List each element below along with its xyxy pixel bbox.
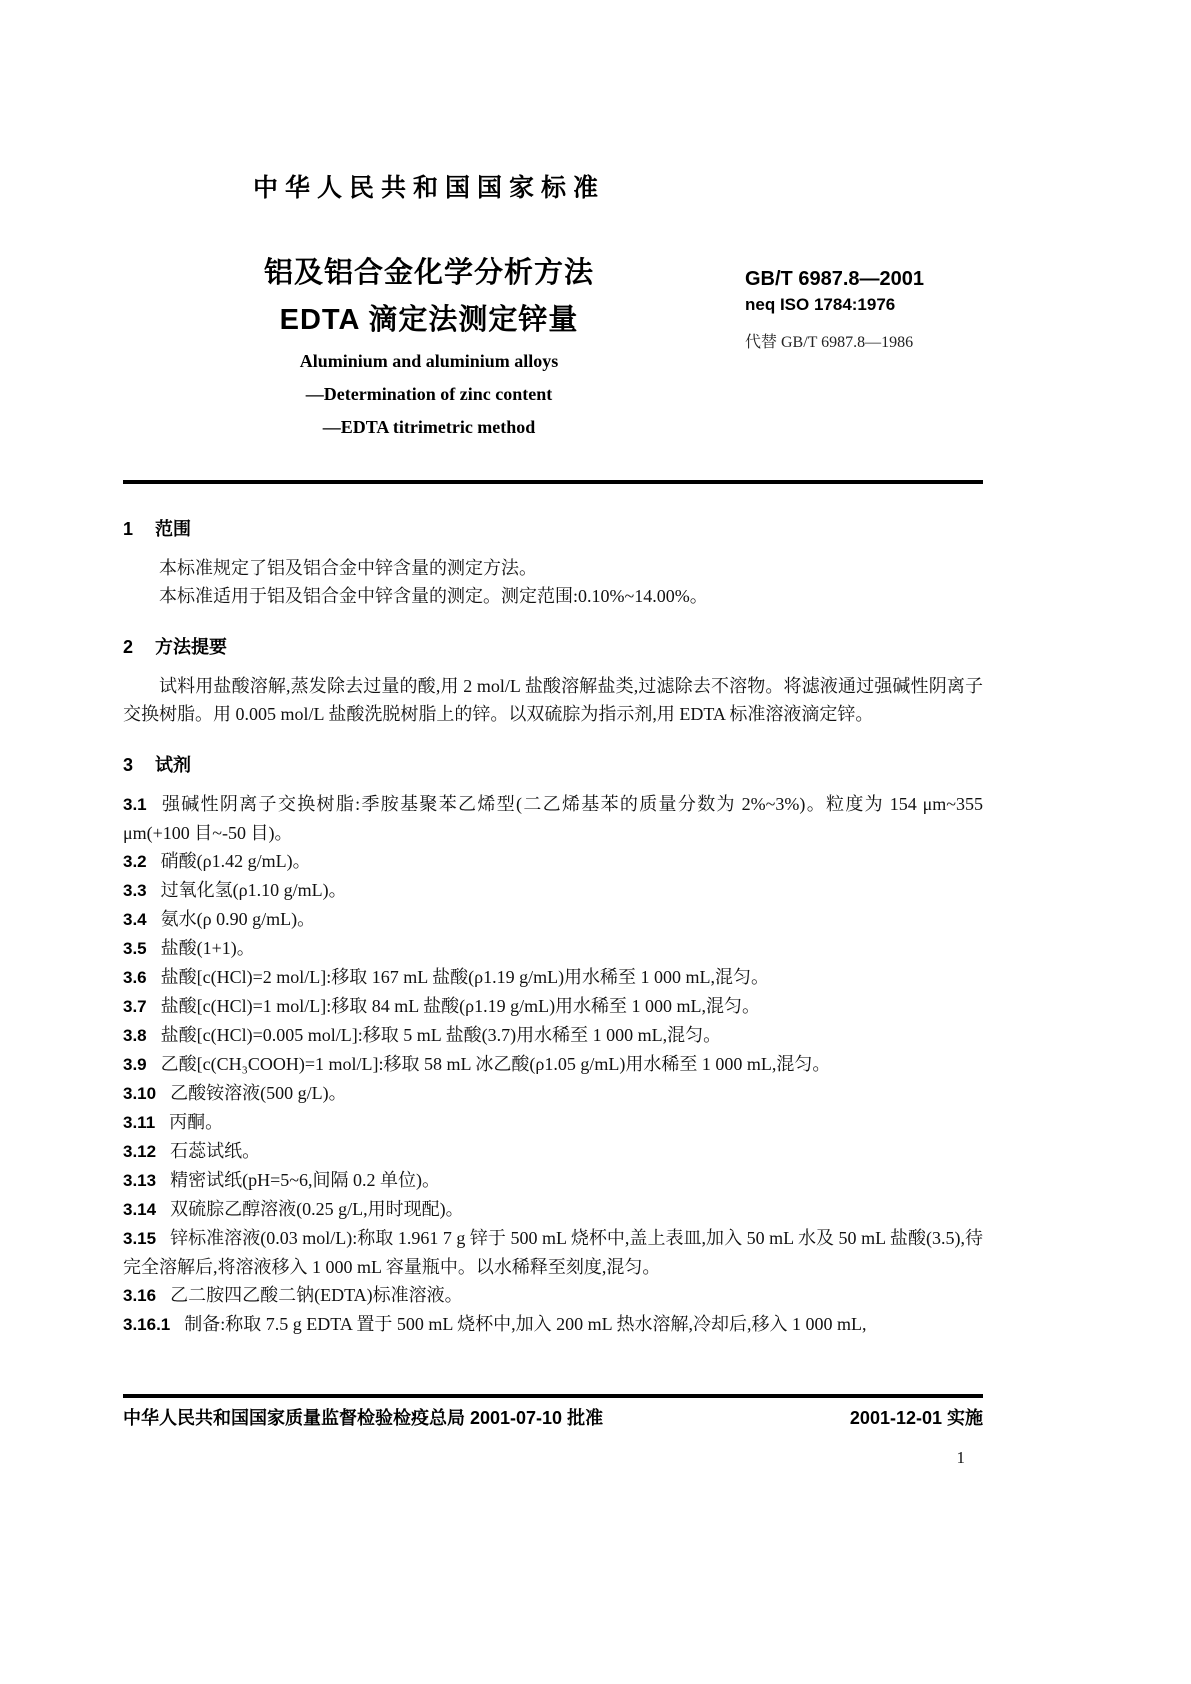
title-cn-line2: EDTA 滴定法测定锌量 xyxy=(279,304,579,336)
section-title: 范围 xyxy=(155,519,192,539)
clause-text: 锌标准溶液(0.03 mol/L):称取 1.961 7 g 锌于 500 mL 烧杯中,盖上表皿,加入 50 mL 水及 50 mL 盐酸(3.5),待完全溶解后,将溶液移入 1 000 mL 容量瓶中。以水稀释至刻度,混匀。 xyxy=(123,1228,983,1277)
clause-text: 丙酮。 xyxy=(169,1112,224,1132)
reagent-item xyxy=(123,1108,983,1137)
reagent-item xyxy=(123,847,983,876)
reagent-item xyxy=(123,1021,983,1050)
clause-text: 乙酸铵溶液(500 g/L)。 xyxy=(170,1083,347,1103)
clause-number: 3.8 xyxy=(123,1026,147,1045)
clause-number: 3.16.1 xyxy=(123,1315,171,1334)
clause-text: 双硫腙乙醇溶液(0.25 g/L,用时现配)。 xyxy=(170,1199,464,1219)
clause-text: 盐酸(1+1)。 xyxy=(160,938,255,958)
clause-number: 3.7 xyxy=(123,997,147,1016)
reagent-item xyxy=(123,1310,983,1339)
clause-text: 精密试纸(pH=5~6,间隔 0.2 单位)。 xyxy=(170,1170,440,1190)
header-rule xyxy=(123,480,983,484)
clause-text: 乙酸[c(CH₃COOH)=1 mol/L]:移取 58 mL 冰乙酸(ρ1.05 g/mL)用水稀至 1 000 mL,混匀。 xyxy=(160,1054,831,1074)
reagent-item xyxy=(123,1137,983,1166)
standard-number: GB/T 6987.8—2001 xyxy=(745,268,924,290)
section-heading-scope xyxy=(123,518,983,540)
section-title: 试剂 xyxy=(155,755,192,775)
clause-text: 制备:称取 7.5 g EDTA 置于 500 mL 烧杯中,加入 200 mL 热水溶解,冷却后,移入 1 000 mL, xyxy=(184,1314,867,1334)
clause-number: 3.6 xyxy=(123,968,147,987)
reagent-item xyxy=(123,963,983,992)
title-en-line2: —Determination of zinc content xyxy=(305,384,553,404)
standard-number-block xyxy=(745,268,995,352)
clause-text: 盐酸[c(HCl)=0.005 mol/L]:移取 5 mL 盐酸(3.7)用水稀至 1 000 mL,混匀。 xyxy=(160,1025,722,1045)
section-heading-reagents xyxy=(123,754,983,776)
clause-number: 3.3 xyxy=(123,881,147,900)
footer-rule xyxy=(123,1394,983,1398)
page-number: 1 xyxy=(956,1448,965,1467)
method-paragraph: 试料用盐酸溶解,蒸发除去过量的酸,用 2 mol/L 盐酸溶解盐类,过滤除去不溶物。将滤液通过强碱性阴离子交换树脂。用 0.005 mol/L 盐酸洗脱树脂上的锌。以双硫腙为指示剂,用 EDTA 标准溶液滴定锌。 xyxy=(123,676,983,724)
reagent-item xyxy=(123,992,983,1021)
reagent-item xyxy=(123,1224,983,1281)
title-en-line3: —EDTA titrimetric method xyxy=(322,417,536,437)
scope-paragraph: 本标准规定了铝及铝合金中锌含量的测定方法。 xyxy=(159,558,537,578)
reagent-item xyxy=(123,1195,983,1224)
clause-number: 3.10 xyxy=(123,1084,157,1103)
approval-notice: 中华人民共和国国家质量监督检验检疫总局 2001-07-10 批准 xyxy=(123,1408,604,1428)
replaces-note: 代替 GB/T 6987.8—1986 xyxy=(745,334,914,351)
clause-number: 3.14 xyxy=(123,1200,157,1219)
clause-number: 3.9 xyxy=(123,1055,147,1074)
reagent-item xyxy=(123,876,983,905)
section-title: 方法提要 xyxy=(155,637,228,657)
clause-number: 3.16 xyxy=(123,1286,157,1305)
clause-number: 3.13 xyxy=(123,1171,157,1190)
document-body xyxy=(123,518,983,1339)
section-heading-method xyxy=(123,636,983,658)
clause-text: 过氧化氢(ρ1.10 g/mL)。 xyxy=(160,880,347,900)
implementation-date: 2001-12-01 实施 xyxy=(849,1408,983,1428)
clause-text: 强碱性阴离子交换树脂:季胺基聚苯乙烯型(二乙烯基苯的质量分数为 2%~3%)。粒度为 154 μm~355 μm(+100 目~-50 目)。 xyxy=(123,794,983,843)
clause-text: 硝酸(ρ1.42 g/mL)。 xyxy=(160,851,311,871)
clause-number: 3.15 xyxy=(123,1229,157,1248)
scope-paragraph: 本标准适用于铝及铝合金中锌含量的测定。测定范围:0.10%~14.00%。 xyxy=(159,586,708,606)
reagent-item xyxy=(123,1079,983,1108)
title-en-line1: Aluminium and aluminium alloys xyxy=(299,351,559,371)
footer xyxy=(123,1404,983,1430)
standard-header: 中华人民共和国国家标准 xyxy=(252,174,605,202)
clause-number: 3.2 xyxy=(123,852,147,871)
section-number: 3 xyxy=(123,755,134,775)
clause-number: 3.4 xyxy=(123,910,147,929)
clause-number: 3.5 xyxy=(123,939,147,958)
reagent-item xyxy=(123,790,983,847)
clause-text: 石蕊试纸。 xyxy=(170,1141,261,1161)
clause-text: 盐酸[c(HCl)=1 mol/L]:移取 84 mL 盐酸(ρ1.19 g/mL)用水稀至 1 000 mL,混匀。 xyxy=(160,996,761,1016)
reagent-item xyxy=(123,1281,983,1310)
title-cn-line1: 铝及铝合金化学分析方法 xyxy=(263,257,594,289)
reagent-item xyxy=(123,905,983,934)
section-number: 2 xyxy=(123,637,134,657)
clause-number: 3.11 xyxy=(123,1113,156,1132)
clause-number: 3.1 xyxy=(123,795,147,814)
reagent-item xyxy=(123,1166,983,1195)
clause-text: 氨水(ρ 0.90 g/mL)。 xyxy=(160,909,316,929)
reagent-list xyxy=(123,790,983,1339)
reagent-item xyxy=(123,1050,983,1079)
clause-text: 盐酸[c(HCl)=2 mol/L]:移取 167 mL 盐酸(ρ1.19 g/mL)用水稀至 1 000 mL,混匀。 xyxy=(160,967,770,987)
clause-number: 3.12 xyxy=(123,1142,157,1161)
reagent-item xyxy=(123,934,983,963)
clause-text: 乙二胺四乙酸二钠(EDTA)标准溶液。 xyxy=(170,1285,463,1305)
iso-equivalence: neq ISO 1784:1976 xyxy=(745,295,896,314)
section-number: 1 xyxy=(123,519,134,539)
